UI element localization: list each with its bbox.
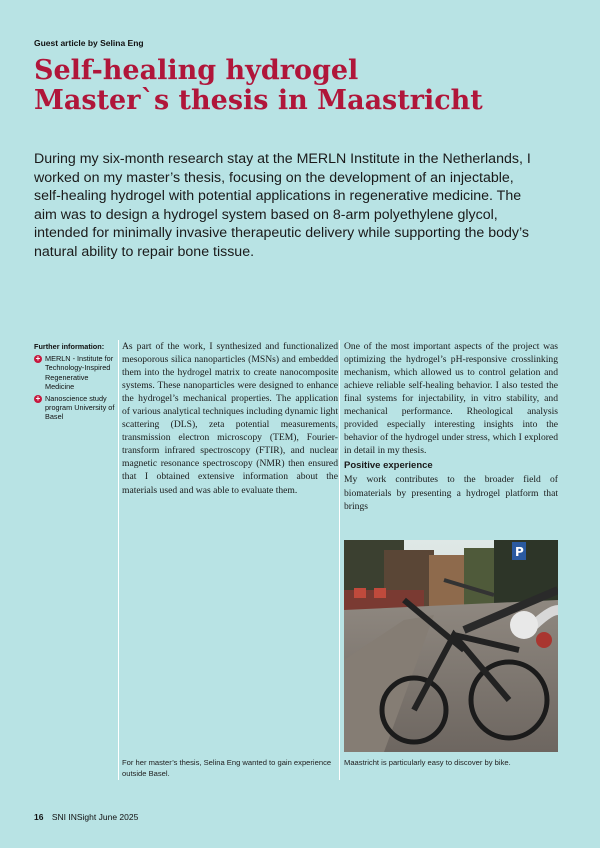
publication-name: SNI INSight June 2025 [51,812,139,822]
column-divider [118,340,119,780]
title-line-2: Master`s thesis in Maastricht [34,85,483,116]
body-column-2 [344,340,558,513]
lead-paragraph: During my six-month research stay at the MERLN Institute in the Netherlands, I worked on my master’s thesis, focusing on the development of an injectable, self-healing hydrogel with potential applications in regenerative medicine. The aim was to design a hydrogel system based on 8-arm polyethylene glycol, intended for minimally invasive therapeutic delivery while supporting the body’s natural ability to repair bone tissue. [34,151,531,260]
page-number: 16 [34,812,44,822]
sidebar-link-label: Nanoscience study program University of Basel [45,394,115,422]
bike-street-photo [344,540,558,752]
further-information-sidebar [34,342,116,425]
subheading: Positive experience [344,460,433,472]
sidebar-link-nanoscience[interactable] [34,394,116,422]
sidebar-link-label: MERLN - Institute for Technology-Inspired Regenerative Medicine [45,354,114,391]
title-line-1: Self-healing hydrogel [34,55,359,86]
svg-text:P: P [515,545,524,559]
photo-caption-left: For her master’s thesis, Selina Eng wanted to gain experience outside Basel. [122,758,332,778]
sidebar-title: Further information: [34,342,105,351]
sidebar-link-merln[interactable] [34,354,116,391]
body-column-1 [122,340,338,497]
plus-icon: + [35,394,41,404]
page-footer [34,812,138,822]
plus-icon: + [35,354,41,364]
article-title [34,56,574,116]
body-paragraph: One of the most important aspects of the project was optimizing the hydrogel’s pH-responsive crosslinking mechanism, which allowed us to control gelation and achieve reliable self-healing behavior. I also tested the final systems for injectability, in vitro stability, and mechanical performance. Rheological analysis provided especially interesting insights into the behavior of the hydrogel under stress, which I explored in detail in my thesis. [344,341,558,457]
column-divider [339,340,340,780]
body-paragraph: My work contributes to the broader field of biomaterials by presenting a hydrogel platform that brings [344,474,558,512]
kicker: Guest article by Selina Eng [34,38,144,48]
photo-caption-right: Maastricht is particularly easy to discover by bike. [344,758,511,767]
body-paragraph: As part of the work, I synthesized and functionalized mesoporous silica nanoparticles (MSNs) and embedded them into the hydrogel matrix to create nanocomposite systems. These nanoparticles were designed to enhance the hydrogel’s mechanical properties. The application of various analytical techniques including dynamic light scattering (DLS), zeta potential measurements, transmission electron microscopy (TEM), Fourier-transform infrared spectroscopy (FTIR), and nuclear magnetic resonance spectroscopy (NMR) then ensured that I obtained extensive information about the materials used and was able to evaluate them. [122,341,338,496]
